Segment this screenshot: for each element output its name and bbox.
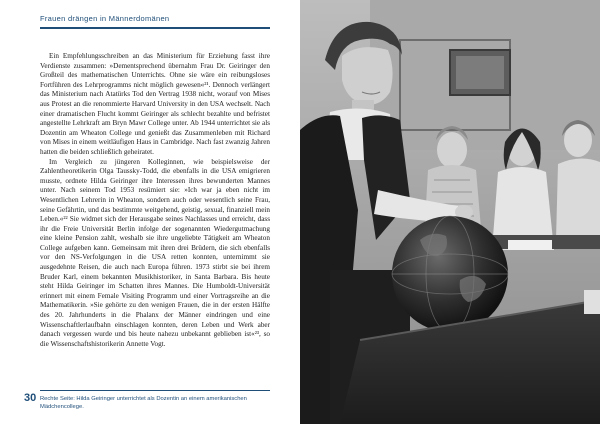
- page-number: 30: [24, 392, 37, 404]
- paragraph-1: Ein Empfehlungsschreiben an das Ministerium für Erziehung fasst ihre Verdienste zusammen: »Dementsprechend übernahm Frau Dr. Geiringer den Großteil des mathematischen Unterrichts. Ohne sie wäre ein reibungsloses Fortführen des Lehrprogramms nicht möglich gewesen«²¹. Dennoch verlängert das Ministerium nach Atatürks Tod den Vertrag 1938 nicht, worauf von Mises aus Protest an die renommierte Harvard University in den USA wechselt. Nach einer dramatischen Flucht kommt Geiringer als schlecht bezahlte und befristet angestellte Lehrkraft am Bryn Mawr College unter. Ab 1944 unterrichtet sie als Dozentin am Wheaton College und genießt das Zusammenleben mit Richard von Mises in einem weitläufigen Haus in Cambridge. Nach fast zwanzig Jahren hatten die beiden schließlich geheiratet.: [40, 52, 270, 156]
- footer-rule: [40, 390, 270, 391]
- photo-page: [300, 0, 600, 424]
- header-rule: [40, 27, 270, 29]
- running-header: Frauen drängen in Männerdomänen: [40, 14, 170, 23]
- notebook: [508, 240, 552, 250]
- classroom-photo: [300, 0, 600, 424]
- photo-caption: Rechte Seite: Hilda Geiringer unterrichtet als Dozentin an einem amerikanischen Mädchencollege.: [40, 396, 247, 410]
- paper: [584, 290, 600, 314]
- paragraph-2: Im Vergleich zu jüngeren Kolleginnen, wie beispielsweise der Zahlentheoretikerin Olga Taussky-Todd, die ebenfalls in die USA emigrieren musste, ordnete Hilda Geiringer ihre Interessen ihres bewunderten Mannes unter. Nach seinem Tod 1953 resümiert sie: »Ich war ja eben nicht im Wesentlichen Lehrerin in Wheaton, sondern auch oder wesentlich seine Frau, seine Gefährtin, und das bestimmte weitgehend, geistig, sexual, finanziell mein Leben.«²² Sie widmet sich der Herausgabe seines Nachlasses und erreicht, dass ihr die Freie Universität Berlin infolge der sogenannten Wiedergutmachung eine kleine Pension zahlt, weshalb sie ihre ungeliebte Tätigkeit am Wheaton College aufgeben kann. Gemeinsam mit ihren drei Brüdern, die sich ebenfalls vor den NS-Verfolgungen in die USA retten konnten, unternimmt sie ausgedehnte Reisen, die auch nach Europa führen. 1973 stirbt sie bei ihrem Bruder Karl, einem bekannten Musikhistoriker, in Santa Barbara. Bis heute steht Hilda Geiringer im Schatten ihres Mannes. Die Humboldt-Universität erinnert mit einem Female Visiting Programm und einer Vortragsreihe an die Mathematikerin. »Sie gehörte zu den wenigen Frauen, die in der ersten Hälfte des 20. Jahrhunderts in die Phalanx der Männer eindringen und eine Wissenschaftlerlaufbahn einschlagen konnten, deren Leben und Werk aber danach vergessen wurde und bis heute nahezu unbekannt geblieben ist«²³, so die Wissenschaftshistorikerin Annette Vogt.: [40, 157, 270, 348]
- body-text: [40, 52, 270, 349]
